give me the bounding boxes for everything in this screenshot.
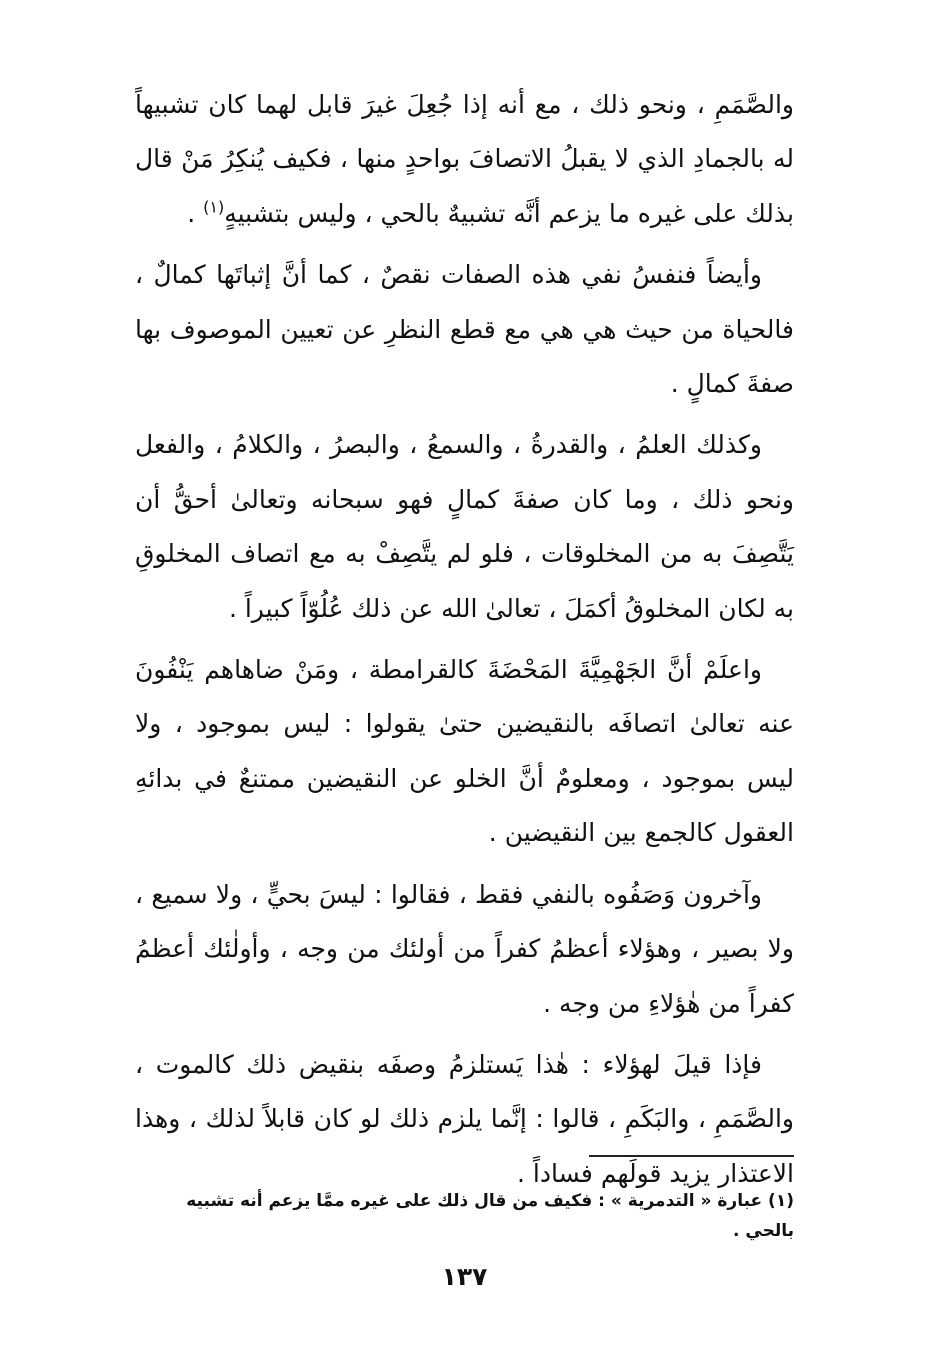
- paragraph-1: [135, 78, 794, 241]
- footnote-divider: [589, 1155, 794, 1157]
- footnote: (١) عبارة « التدمرية » : فكيف من قال ذلك على غيره ممَّا يزعم أنه تشبيه بالحي .: [186, 1191, 794, 1241]
- paragraph-4: واعلَمْ أنَّ الجَهْمِيَّةَ المَحْضَةَ كالقرامطة ، ومَنْ ضاهاهم يَنْفُونَ عنه تعالىٰ اتصافَه بالنقيضين حتىٰ يقولوا : ليس بموجود ، ولا ليس بموجود ، ومعلومٌ أنَّ الخلو عن النقيضين ممتنعٌ في بدائهِ العقول كالجمع بين النقيضين .: [135, 655, 794, 848]
- footnote-reference: (١): [203, 197, 225, 217]
- paragraph-3: وكذلك العلمُ ، والقدرةُ ، والسمعُ ، والبصرُ ، والكلامُ ، والفعل ونحو ذلك ، وما كان صفةَ كمالٍ فهو سبحانه وتعالىٰ أحقُّ أن يَتَّصِفَ به من المخلوقات ، فلو لم يتَّصِفْ به مع اتصاف المخلوقِ به لكان المخلوقُ أكمَلَ ، تعالىٰ الله عن ذلك عُلُوّاً كبيراً .: [135, 430, 794, 623]
- paragraph-6: فإذا قيلَ لهؤلاء : هٰذا يَستلزمُ وصفَه بنقيض ذلك كالموت ، والصَّمَمِ ، والبَكَمِ ، قالوا : إنَّما يلزم ذلك لو كان قابلاً لذلك ، وهذا الاعتذار يزيد قولَهم فساداً .: [135, 1049, 794, 1188]
- page-number: ١٣٧: [441, 1262, 488, 1291]
- paragraph-2: وأيضاً فنفسُ نفي هذه الصفات نقصٌ ، كما أنَّ إثباتَها كمالٌ ، فالحياة من حيث هي هي مع قطع النظرِ عن تعيين الموصوف بها صفةَ كمالٍ .: [135, 260, 794, 399]
- paragraph-5: وآخرون وَصَفُوه بالنفي فقط ، فقالوا : ليسَ بحيٍّ ، ولا سميع ، ولا بصير ، وهؤلاء أعظمُ كفراً من أولئك من وجه ، وأولٰئك أعظمُ كفراً من هٰؤلاءِ من وجه .: [135, 879, 794, 1018]
- paragraph-1-tail: .: [187, 198, 204, 228]
- paragraph-1-text: والصَّمَمِ ، ونحو ذلك ، مع أنه إذا جُعِلَ غيرَ قابل لهما كان تشبيهاً له بالجمادِ الذي لا يقبلُ الاتصافَ بواحدٍ منها ، فكيف يُنكِرُ مَنْ قال بذلك على غيره ما يزعم أنَّه تشبيهٌ بالحي ، وليس بتشبيهٍ: [135, 90, 794, 228]
- body-text: [135, 78, 794, 1208]
